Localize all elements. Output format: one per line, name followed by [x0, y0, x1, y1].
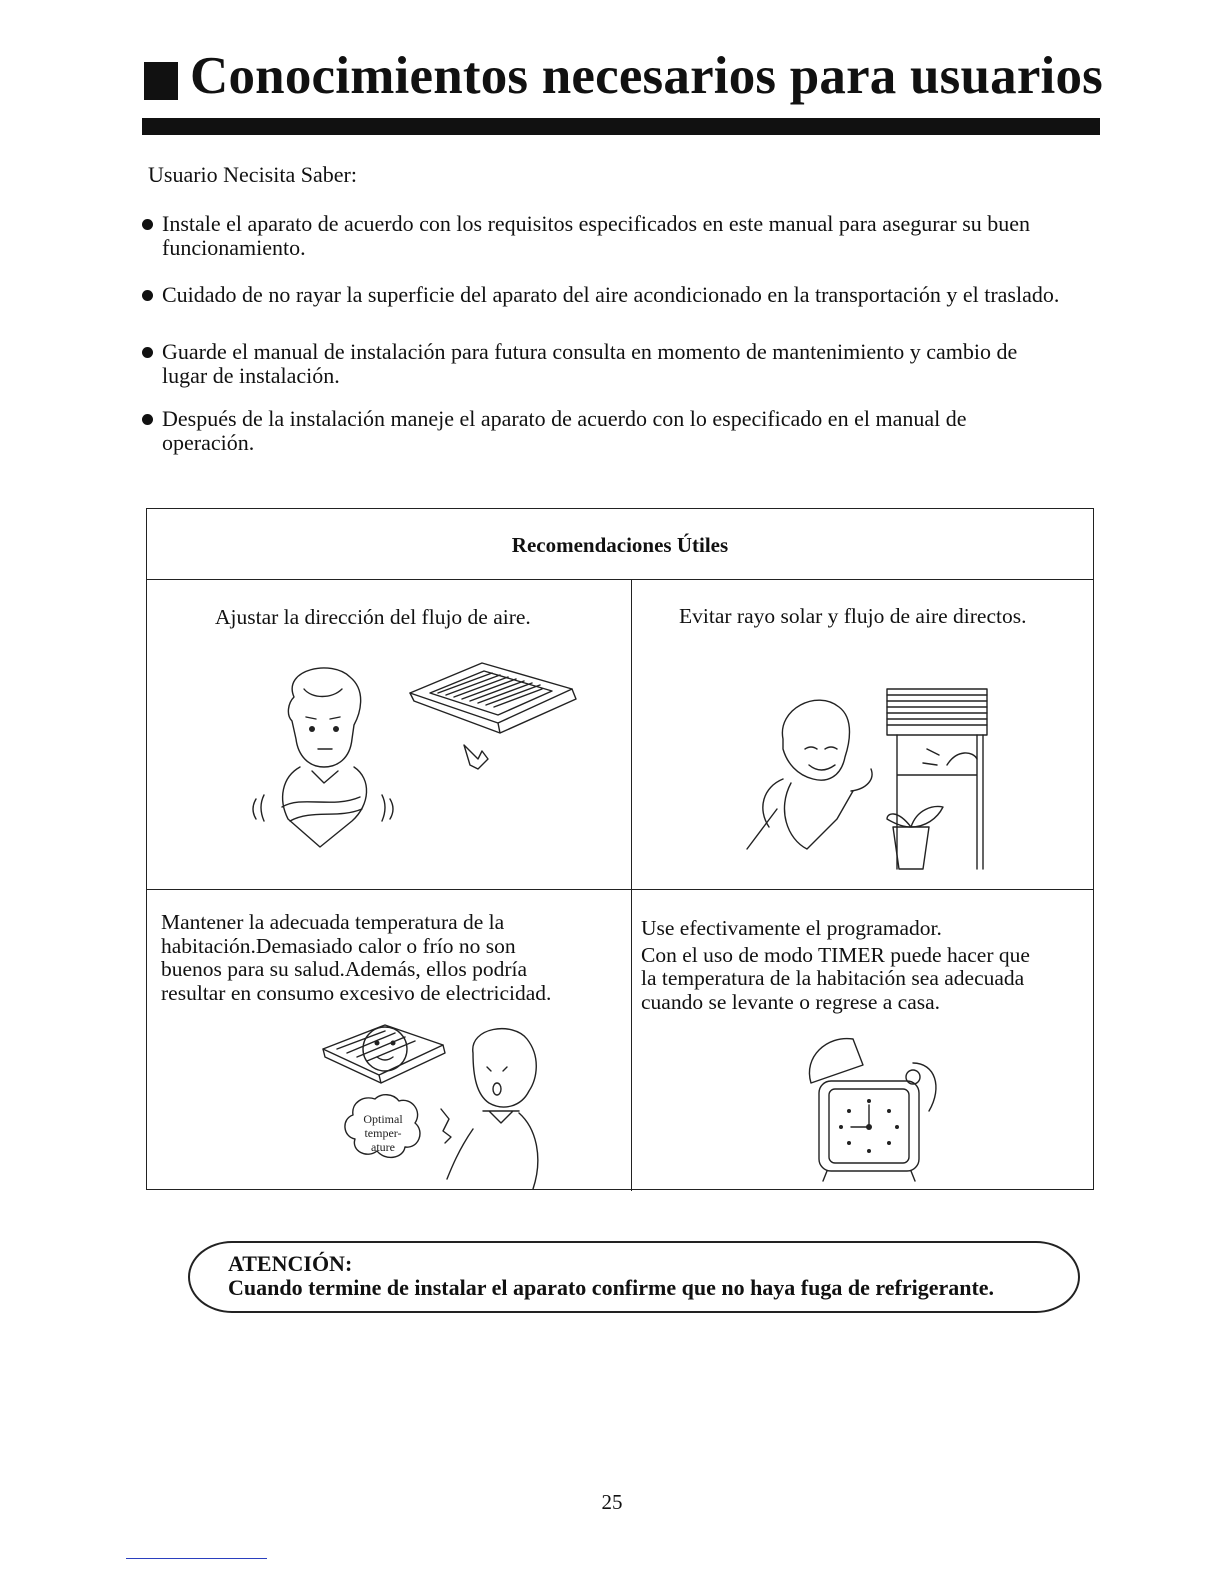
attention-label: ATENCIÓN:: [228, 1251, 353, 1276]
timer-text-line: la temperatura de la habitación sea adecuada: [641, 966, 1025, 990]
window-blind-illustration: [747, 679, 1047, 879]
tips-table: [146, 508, 1094, 1190]
cold-person-illustration: [242, 659, 622, 859]
bullet-text: Guarde el manual de instalación para futura consulta en momento de mantenimiento y cambio de: [162, 339, 1018, 364]
sun-caption: Evitar rayo solar y flujo de aire directos.: [679, 604, 1027, 628]
bullet-icon: [142, 219, 153, 230]
bubble-line: temper-: [364, 1126, 402, 1140]
timer-heading: Use efectivamente el programador.: [641, 916, 942, 940]
table-rule: [147, 579, 1093, 580]
attention-text: Cuando termine de instalar el aparato confirme que no haya fuga de refrigerante.: [228, 1275, 995, 1300]
page-title: Conocimientos necesarios para usuarios: [190, 47, 1103, 105]
bullet-item: [140, 407, 1120, 455]
alarm-clock-icon: [797, 1027, 957, 1187]
optimal-temperature-illustration: [323, 1019, 563, 1189]
bubble-line: Optimal: [363, 1112, 403, 1126]
attention-box: [188, 1241, 1080, 1313]
bullet-icon: [142, 414, 153, 425]
bullet-text-continued: funcionamiento.: [162, 235, 306, 260]
footer-line: [126, 1558, 267, 1559]
bullet-item: [140, 340, 1120, 388]
temperature-text-line: resultar en consumo excesivo de electricidad.: [161, 980, 552, 1005]
bullet-text-continued: operación.: [162, 430, 255, 455]
bullet-item: [140, 212, 1120, 260]
bullet-text: Instale el aparato de acuerdo con los requisitos especificados en este manual para asegurar su buen: [162, 211, 1031, 236]
bullet-icon: [142, 347, 153, 358]
timer-text: [641, 917, 1030, 1014]
table-rule: [631, 579, 632, 1191]
bullet-text-continued: lugar de instalación.: [162, 363, 340, 388]
temperature-text-line: habitación.Demasiado calor o frío no son: [161, 933, 516, 958]
airflow-caption: Ajustar la dirección del flujo de aire.: [215, 605, 531, 629]
bubble-line: ature: [371, 1140, 395, 1154]
title-rule: [142, 118, 1100, 135]
temperature-text-line: buenos para su salud.Además, ellos podría: [161, 957, 528, 981]
timer-text-line: Con el uso de modo TIMER puede hacer que: [641, 942, 1030, 967]
bullet-text: Después de la instalación maneje el aparato de acuerdo con lo especificado en el manual de: [162, 406, 967, 431]
bullet-text: Cuidado de no rayar la superficie del aparato del aire acondicionado en la transportación y el traslado.: [162, 282, 1060, 307]
page-number: 25: [601, 1490, 623, 1514]
temperature-text-line: Mantener la adecuada temperatura de la: [161, 910, 505, 934]
tips-title: Recomendaciones Útiles: [511, 533, 729, 557]
bullet-item: [140, 283, 1120, 307]
title-square-marker: [144, 62, 178, 100]
table-rule: [147, 889, 1093, 890]
bullet-icon: [142, 290, 153, 301]
temperature-text: [161, 911, 551, 1005]
intro-heading: Usuario Necisita Saber:: [148, 162, 357, 187]
timer-text-line: cuando se levante o regrese a casa.: [641, 989, 941, 1014]
